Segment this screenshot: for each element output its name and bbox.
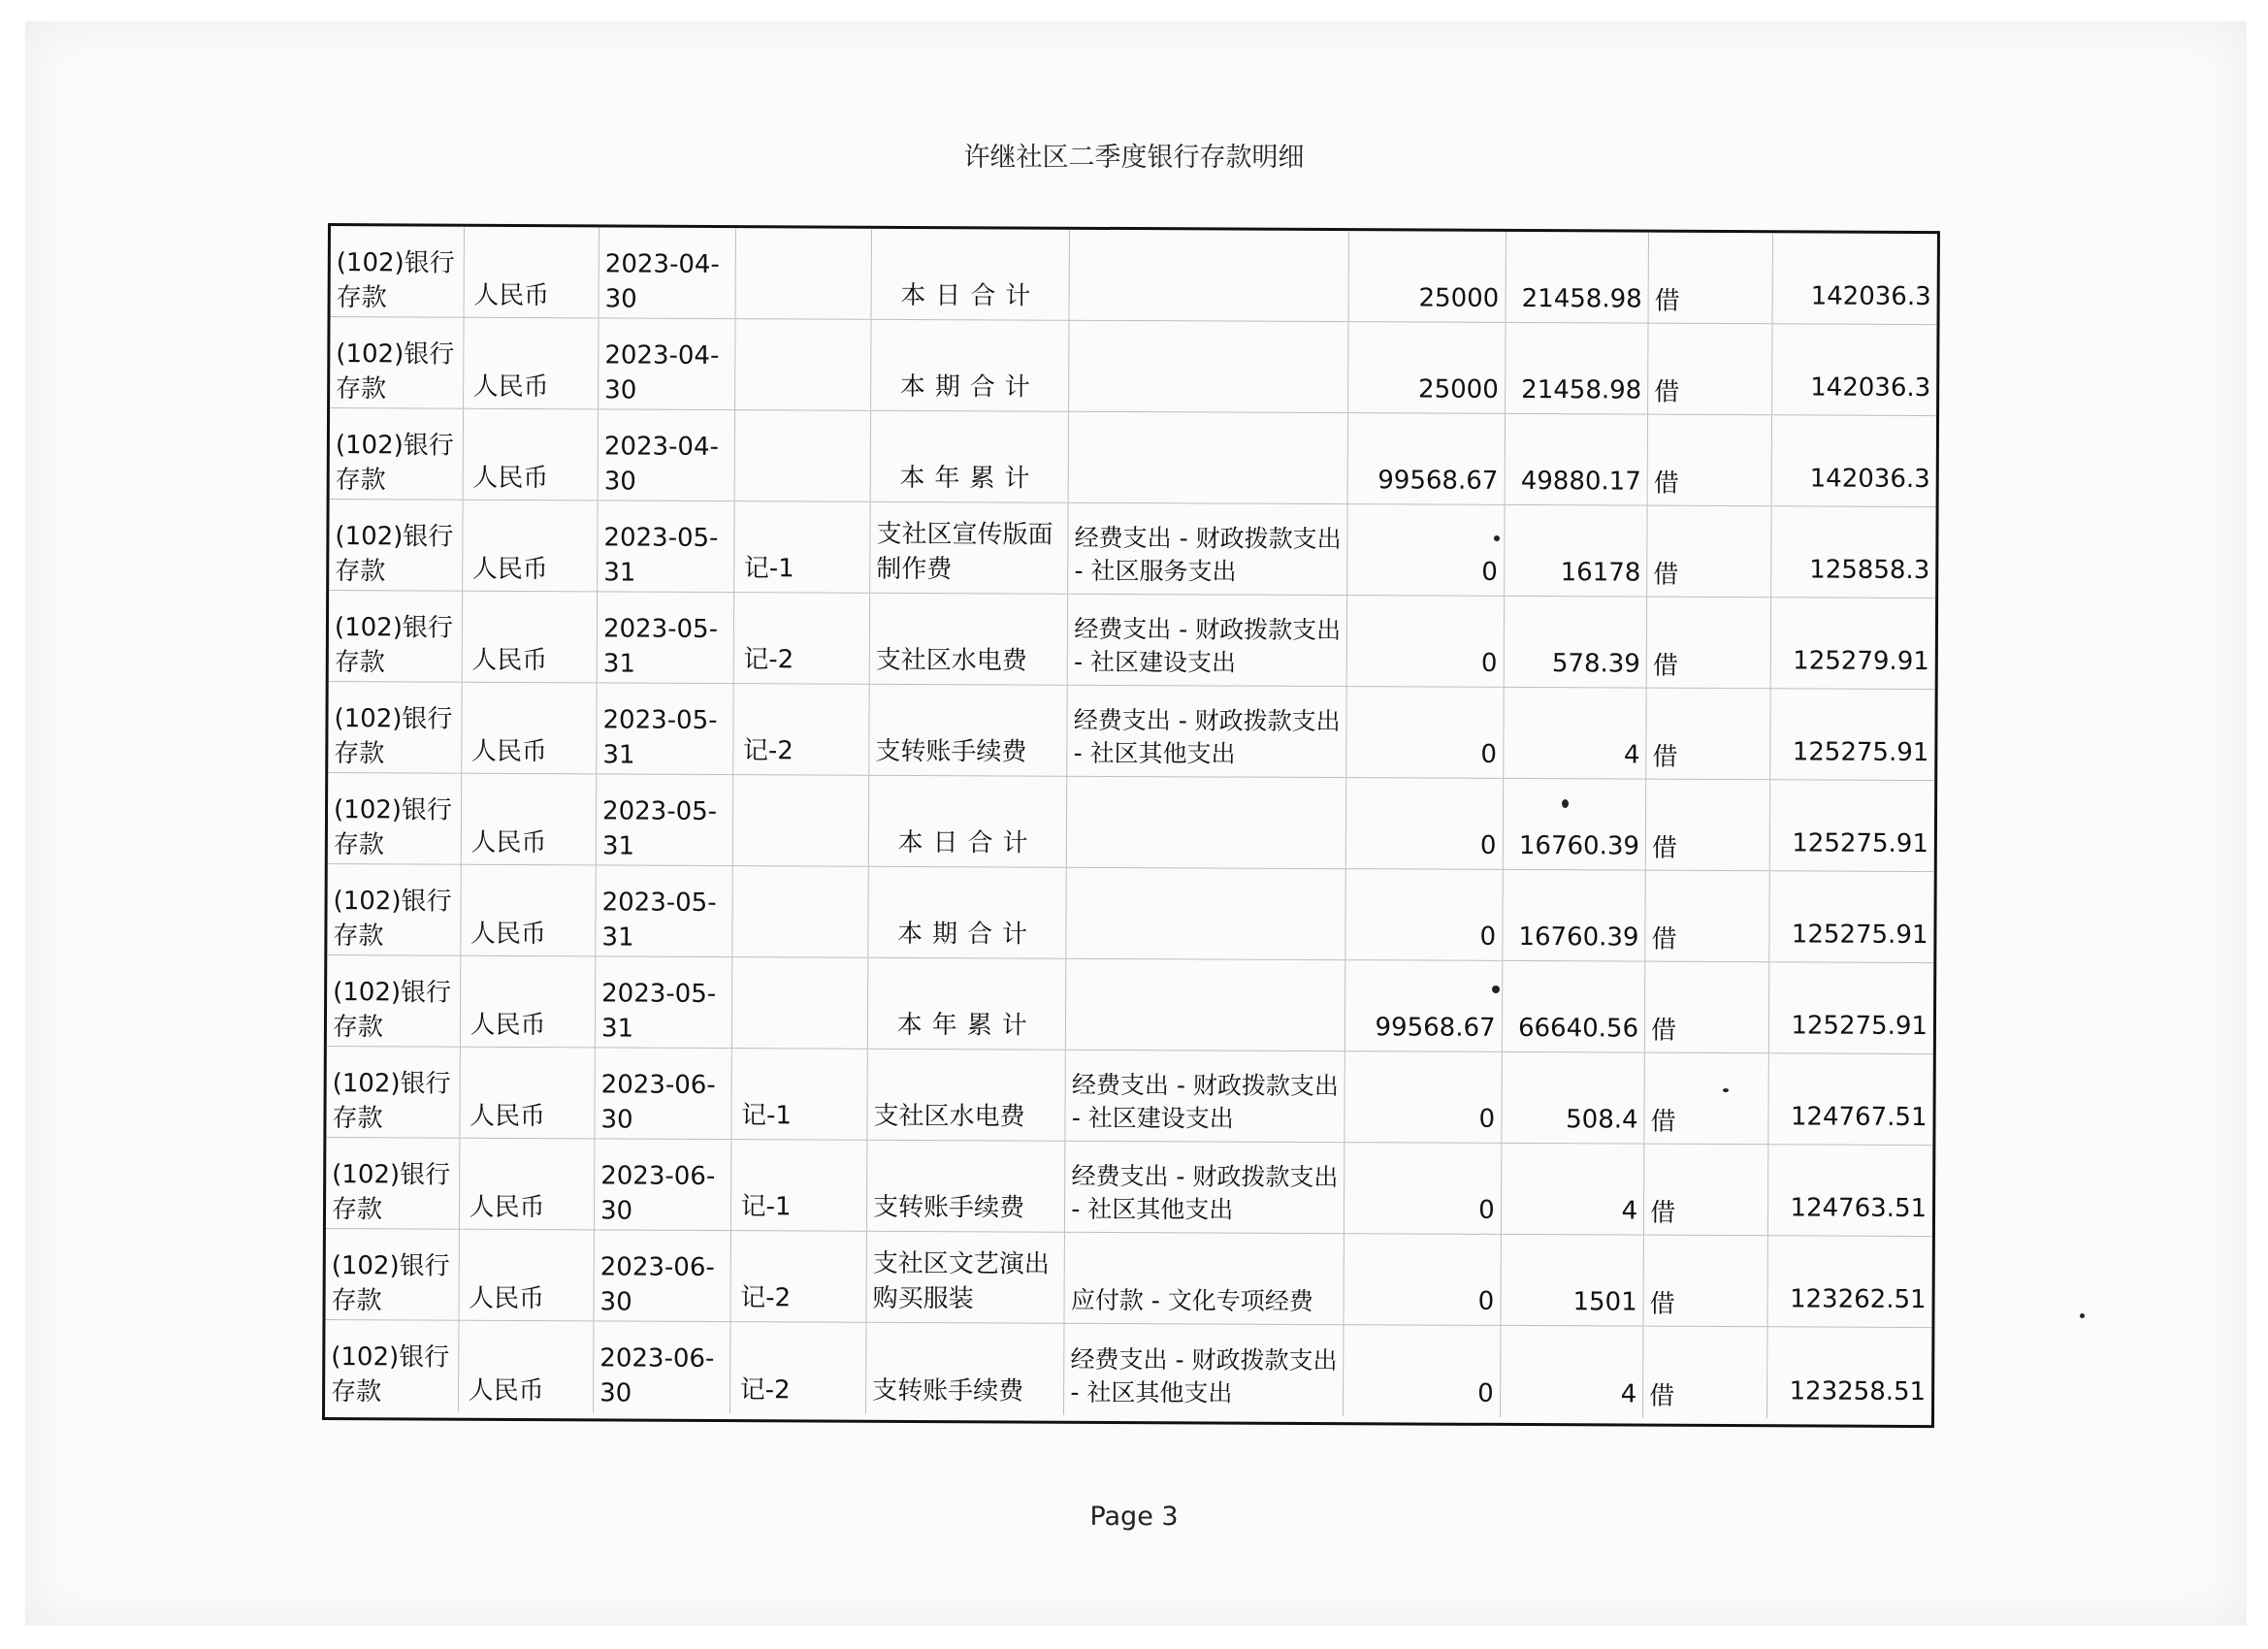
voucher-cell: 记-2 [730,1231,867,1322]
debit-cell: 0 [1345,1234,1502,1325]
currency-cell: 人民币 [459,1139,595,1230]
scan-speck [1723,1088,1729,1092]
counter-account-cell: 经费支出 - 财政拨款支出 - 社区其他支出 [1065,1142,1345,1233]
balance-cell: 123258.51 [1789,1376,1927,1407]
currency-cell: 人民币 [459,1230,595,1321]
date-cell: 2023-04-30 [599,227,736,318]
voucher-cell [732,866,869,957]
balance-cell: 124767.51 [1790,1102,1928,1133]
credit-cell: 4 [1501,1326,1644,1418]
direction-cell: 借 [1644,1236,1768,1327]
counter-account-cell: 经费支出 - 财政拨款支出 - 社区建设支出 [1066,1051,1345,1142]
credit-cell: 16760.39 [1503,870,1646,961]
summary-cell: 支社区文艺演出购买服装 [867,1232,1066,1323]
ledger-table [322,223,1940,1428]
currency-cell: 人民币 [463,409,599,501]
credit-cell: 578.39 [1504,597,1647,688]
date-cell: 2023-05-31 [598,501,734,592]
debit-cell: 0 [1345,1143,1502,1234]
table-row [330,317,1936,416]
scan-speck [1562,799,1569,808]
voucher-cell [735,228,872,319]
currency-cell: 人民币 [462,592,598,683]
summary-cell: 本期合计 [868,867,1067,958]
currency-cell: 人民币 [464,318,599,409]
table-row [327,955,1933,1054]
debit-cell: 0 [1346,778,1504,869]
counter-account-cell [1067,868,1346,959]
counter-account-cell [1070,230,1349,321]
date-cell: 2023-05-31 [598,592,734,683]
voucher-cell: 记-2 [730,1322,867,1414]
debit-cell: 0 [1347,504,1505,596]
account-cell: (102)银行存款 [326,1047,460,1138]
currency-cell: 人民币 [461,865,597,956]
account-cell: (102)银行存款 [329,591,463,682]
balance-cell: 142036.3 [1810,281,1931,312]
currency-cell: 人民币 [463,501,599,592]
debit-cell: 0 [1346,687,1504,778]
counter-account-cell: 经费支出 - 财政拨款支出 - 社区其他支出 [1068,686,1347,777]
summary-cell: 本年累计 [871,411,1070,502]
credit-cell: 66640.56 [1502,961,1645,1052]
currency-cell: 人民币 [461,774,597,865]
credit-cell: 1501 [1501,1235,1644,1326]
currency-cell: 人民币 [462,683,598,774]
table-row [329,500,1935,598]
direction-cell: 借 [1643,1327,1767,1419]
summary-cell: 支社区水电费 [867,1050,1066,1141]
account-cell: (102)银行存款 [331,226,465,317]
summary-cell: 本年累计 [868,958,1067,1050]
currency-cell: 人民币 [460,956,596,1048]
voucher-cell: 记-2 [733,684,870,775]
balance-cell: 125279.91 [1793,646,1929,677]
debit-cell: 25000 [1349,231,1507,322]
direction-cell: 借 [1649,233,1773,324]
direction-cell: 借 [1647,598,1771,689]
voucher-cell [731,957,868,1049]
account-cell: (102)银行存款 [328,682,462,773]
direction-cell: 借 [1645,871,1769,962]
balance-cell: 125275.91 [1791,920,1928,951]
credit-cell: 21458.98 [1506,323,1649,414]
summary-cell: 支转账手续费 [867,1141,1066,1232]
date-cell: 2023-04-30 [599,318,735,409]
debit-cell: 0 [1344,1325,1501,1417]
counter-account-cell: 经费支出 - 财政拨款支出 - 社区其他支出 [1064,1324,1344,1416]
credit-cell: 4 [1502,1144,1645,1235]
direction-cell: 借 [1644,1053,1768,1145]
account-cell: (102)银行存款 [329,500,463,591]
counter-account-cell [1066,959,1345,1051]
table-row [325,1320,1931,1419]
scan-speck [1494,535,1500,541]
direction-cell: 借 [1646,780,1770,871]
voucher-cell [732,775,869,866]
debit-cell: 25000 [1348,322,1506,413]
table-row [329,591,1935,690]
page-number: Page 3 [1089,1502,1179,1532]
debit-cell: 0 [1346,869,1504,960]
summary-cell: 支社区水电费 [870,594,1069,685]
date-cell: 2023-06-30 [595,1139,731,1230]
account-cell: (102)银行存款 [327,955,461,1047]
debit-cell: 99568.67 [1345,960,1503,1051]
table-row [326,1047,1932,1146]
credit-cell: 508.4 [1502,1052,1645,1144]
direction-cell: 借 [1648,415,1772,506]
account-cell: (102)银行存款 [325,1229,459,1320]
scan-speck [2080,1313,2085,1318]
date-cell: 2023-05-31 [596,865,732,956]
balance-cell: 125275.91 [1792,828,1928,859]
currency-cell: 人民币 [460,1048,596,1139]
direction-cell: 借 [1647,506,1771,598]
credit-cell: 16178 [1505,505,1648,597]
date-cell: 2023-05-31 [597,683,733,774]
credit-cell: 21458.98 [1506,232,1649,323]
date-cell: 2023-06-30 [595,1048,731,1139]
summary-cell: 本期合计 [871,320,1070,411]
balance-cell: 124763.51 [1790,1193,1928,1224]
summary-cell: 支转账手续费 [866,1323,1065,1415]
date-cell: 2023-05-31 [596,956,732,1048]
counter-account-cell: 经费支出 - 财政拨款支出 - 社区服务支出 [1068,503,1347,595]
voucher-cell: 记-1 [734,501,871,593]
date-cell: 2023-06-30 [595,1230,731,1321]
counter-account-cell [1069,412,1348,503]
account-cell: (102)银行存款 [325,1320,459,1412]
table-row [325,1229,1931,1328]
balance-cell: 123262.51 [1789,1284,1927,1315]
voucher-cell: 记-2 [733,593,870,684]
summary-cell: 本日合计 [869,776,1068,867]
balance-cell: 125275.91 [1791,1011,1928,1042]
credit-cell: 16760.39 [1503,779,1646,870]
direction-cell: 借 [1644,1145,1768,1236]
table-row [326,1138,1932,1237]
account-cell: (102)银行存款 [326,1138,460,1229]
counter-account-cell [1069,321,1348,412]
debit-cell: 0 [1345,1051,1503,1143]
account-cell: (102)银行存款 [327,864,461,955]
document-title: 许继社区二季度银行存款明细 [963,143,1305,173]
balance-cell: 142036.3 [1810,372,1931,404]
table-row [327,864,1933,963]
account-cell: (102)银行存款 [330,317,464,408]
voucher-cell [735,319,872,410]
voucher-cell [734,410,871,501]
account-cell: (102)银行存款 [330,408,464,500]
currency-cell: 人民币 [464,227,599,318]
direction-cell: 借 [1648,324,1772,415]
summary-cell: 本日合计 [872,229,1071,320]
date-cell: 2023-06-30 [594,1321,730,1413]
counter-account-cell: 经费支出 - 财政拨款支出 - 社区建设支出 [1068,595,1347,686]
credit-cell: 49880.17 [1505,414,1648,505]
summary-cell: 支社区宣传版面制作费 [870,502,1069,594]
currency-cell: 人民币 [459,1321,595,1413]
table-row [328,773,1934,872]
date-cell: 2023-04-30 [599,409,735,501]
table-row [330,408,1936,507]
counter-account-cell [1067,777,1346,868]
debit-cell: 99568.67 [1348,413,1506,504]
date-cell: 2023-05-31 [597,774,733,865]
table-row [331,226,1937,325]
direction-cell: 借 [1646,689,1770,780]
scan-speck [1492,986,1500,993]
voucher-cell: 记-1 [730,1140,867,1231]
counter-account-cell: 应付款 - 文化专项经费 [1065,1233,1345,1324]
account-cell: (102)银行存款 [328,773,462,864]
credit-cell: 4 [1504,688,1647,779]
summary-cell: 支转账手续费 [869,685,1068,776]
direction-cell: 借 [1645,962,1769,1053]
voucher-cell: 记-1 [731,1049,868,1140]
balance-cell: 125275.91 [1792,737,1929,768]
table-row [328,682,1934,781]
balance-cell: 125858.3 [1809,555,1930,586]
debit-cell: 0 [1347,596,1505,687]
balance-cell: 142036.3 [1809,464,1930,495]
